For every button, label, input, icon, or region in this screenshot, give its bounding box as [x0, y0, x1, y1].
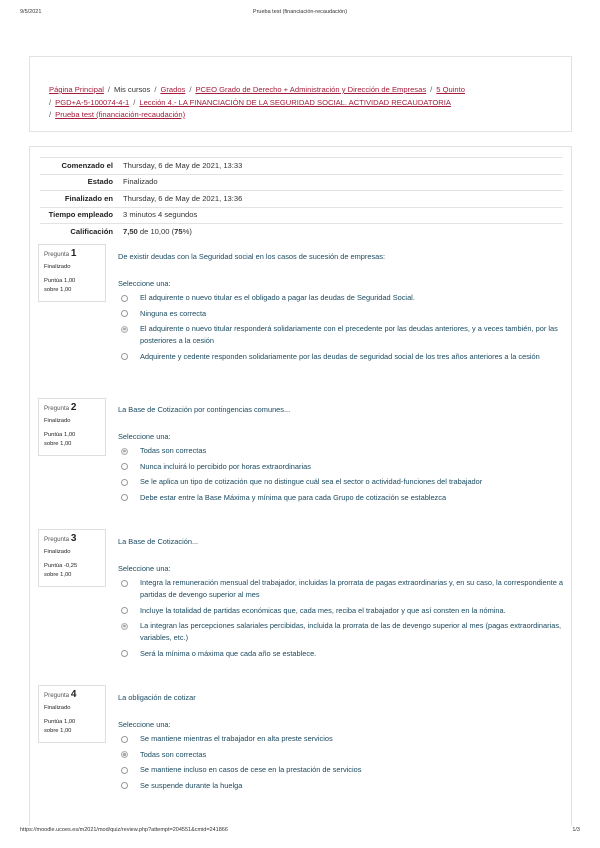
answer-option-label: Se mantiene incluso en casos de cese en la prestación de servicios — [140, 765, 362, 774]
answer-option-label: Integra la remuneración mensual del trabajador, incluidas la prorrata de pagas extraordinarias y, en su caso, la correspondiente a partidas de devengo superior al mes — [140, 578, 564, 599]
question-label: Pregunta — [44, 692, 70, 699]
question-number — [44, 402, 100, 413]
question-grade-score: Puntúa -0,25 — [44, 563, 78, 569]
question-grade-score: Puntúa 1,00 — [44, 432, 76, 438]
breadcrumb-year-link[interactable]: 5 Quinto — [436, 85, 465, 94]
answer-option — [118, 308, 566, 320]
answer-option — [118, 351, 566, 363]
breadcrumb-separator: / — [189, 85, 192, 94]
attempt-summary-table — [40, 157, 563, 240]
question-text: La Base de Cotización... — [118, 537, 199, 546]
answer-option — [118, 780, 566, 792]
answer-option — [118, 620, 566, 644]
breadcrumb-grados-link[interactable]: Grados — [160, 85, 186, 94]
radio-button[interactable] — [121, 310, 128, 317]
answer-option — [118, 764, 566, 776]
breadcrumb-course-link[interactable]: PGD+A-5-100074-4-1 — [55, 97, 130, 107]
radio-button[interactable] — [121, 736, 128, 743]
radio-button[interactable] — [121, 353, 128, 360]
question-text: La Base de Cotización por contingencias comunes... — [118, 405, 291, 414]
grade-out-of: de 10,00 ( — [139, 226, 175, 236]
question-number-value: 1 — [70, 248, 77, 259]
time-label: Tiempo empleado — [48, 210, 113, 219]
question-number — [44, 533, 100, 544]
answer-option-label: Adquirente y cedente responden solidariamente por las deudas de seguridad social de los tres años anteriores a la cesión — [140, 351, 540, 361]
breadcrumb-quiz-link[interactable]: Prueba test (financiación-recaudación) — [55, 110, 186, 119]
question-grade-max: sobre 1,00 — [44, 572, 72, 578]
answer-option — [118, 605, 566, 617]
grade-percent-close: %) — [182, 226, 192, 236]
radio-button[interactable] — [121, 463, 128, 470]
started-value: Thursday, 6 de May de 2021, 13:33 — [123, 160, 243, 170]
grade-score: 7,50 — [123, 226, 138, 236]
breadcrumb-home-link[interactable]: Página Principal — [49, 85, 104, 94]
answer-option — [118, 476, 566, 488]
breadcrumb-separator: / — [107, 85, 111, 94]
answer-option — [118, 292, 566, 304]
question-number-value: 4 — [70, 689, 77, 700]
radio-button[interactable] — [121, 580, 128, 587]
answer-option-label: Se le aplica un tipo de cotización que no distingue cuál sea el sector o actividad-funciones del trabajador — [140, 477, 483, 486]
radio-button-selected[interactable] — [121, 751, 128, 758]
radio-button[interactable] — [121, 650, 128, 657]
print-page-number: 1/3 — [572, 827, 580, 833]
breadcrumb — [29, 56, 572, 132]
answer-option-label: El adquirente o nuevo titular responderá solidariamente con el precedente por las deudas anteriores, y a veces también, por las posteriores a la cesión — [140, 324, 558, 345]
print-date: 9/5/2021 — [20, 9, 42, 15]
grade-value — [118, 224, 563, 240]
question-content-2 — [118, 404, 566, 507]
question-number — [44, 689, 100, 700]
question-info-3 — [38, 529, 106, 587]
question-state: Finalizado — [44, 264, 71, 270]
radio-button[interactable] — [121, 479, 128, 486]
question-text: La obligación de cotizar — [118, 693, 196, 702]
answer-prompt: Seleccione una: — [118, 564, 171, 573]
question-info-1 — [38, 244, 106, 302]
question-label: Pregunta — [44, 536, 70, 543]
radio-button[interactable] — [121, 607, 128, 614]
breadcrumb-row-2 — [49, 97, 571, 110]
question-grade-score: Puntúa 1,00 — [44, 278, 76, 284]
question-grade — [44, 562, 100, 580]
breadcrumb-separator: / — [49, 97, 52, 107]
question-content-1 — [118, 251, 566, 366]
breadcrumb-separator: / — [133, 97, 136, 107]
answer-prompt: Seleccione una: — [118, 279, 171, 288]
question-state: Finalizado — [44, 418, 71, 424]
question-number-value: 3 — [70, 533, 77, 544]
question-grade-score: Puntúa 1,00 — [44, 719, 76, 725]
grade-percent: 75 — [174, 226, 183, 236]
summary-row-finished — [40, 191, 563, 208]
question-grade — [44, 277, 100, 295]
answer-option-label: Ninguna es correcta — [140, 308, 207, 318]
answer-option-label: El adquirente o nuevo titular es el obligado a pagar las deudas de Seguridad Social. — [140, 293, 415, 302]
answer-option-label: Se mantiene mientras el trabajador en alta preste servicios — [140, 734, 333, 743]
question-info-4 — [38, 685, 106, 743]
radio-button[interactable] — [121, 767, 128, 774]
print-url: https://moodle.ucoes.es/m2021/mod/quiz/review.php?attempt=204551&cmid=241866 — [20, 827, 228, 833]
breadcrumb-my-courses: Mis cursos — [114, 85, 151, 94]
radio-button[interactable] — [121, 782, 128, 789]
grade-label: Calificación — [70, 226, 113, 236]
answer-option-label: Nunca incluirá lo percibido por horas extraordinarias — [140, 461, 311, 471]
time-value: 3 minutos 4 segundos — [123, 210, 198, 219]
breadcrumb-lesson-link[interactable]: Lección 4.- LA FINANCIACIÓN DE LA SEGURIDAD SOCIAL. ACTIVIDAD RECAUDATORIA — [139, 97, 451, 107]
question-state: Finalizado — [44, 549, 71, 555]
finished-label: Finalizado en — [64, 193, 113, 203]
print-title: Prueba test (financiación-recaudación) — [252, 9, 348, 15]
answer-option — [118, 733, 566, 745]
summary-row-state — [40, 174, 563, 191]
breadcrumb-separator: / — [49, 110, 52, 119]
question-label: Pregunta — [44, 405, 70, 412]
question-grade-max: sobre 1,00 — [44, 287, 72, 293]
answer-option — [118, 445, 566, 457]
answer-option-label: La integran las percepciones salariales percibidas, incluida la prorrata de las de devengo superior al mes (pagas extraordinarias, variables, etc.) — [140, 621, 562, 642]
answer-option — [118, 577, 566, 601]
answer-option — [118, 461, 566, 473]
answer-option-label: Incluye la totalidad de partidas económicas que, cada mes, reciba el trabajador y que así consten en la nómina. — [140, 605, 506, 615]
question-grade — [44, 431, 100, 449]
radio-button[interactable] — [121, 295, 128, 302]
print-header — [20, 9, 580, 19]
answer-option — [118, 648, 566, 660]
breadcrumb-row-3 — [49, 109, 571, 122]
question-grade-max: sobre 1,00 — [44, 728, 72, 734]
answer-option — [118, 492, 566, 504]
question-text: De existir deudas con la Seguridad social en los casos de sucesión de empresas: — [118, 252, 386, 261]
breadcrumb-separator: / — [154, 85, 157, 94]
state-value: Finalizado — [123, 177, 158, 186]
breadcrumb-degree-link[interactable]: PCEO Grado de Derecho + Administración y Dirección de Empresas — [195, 85, 427, 94]
question-number — [44, 248, 100, 259]
answer-option-label: Todas son correctas — [140, 749, 207, 759]
question-label: Pregunta — [44, 251, 70, 258]
question-number-value: 2 — [70, 402, 77, 413]
question-content-3 — [118, 536, 566, 663]
state-label: Estado — [87, 177, 113, 186]
question-grade-max: sobre 1,00 — [44, 441, 72, 447]
question-content-4 — [118, 692, 566, 795]
radio-button-selected[interactable] — [121, 448, 128, 455]
summary-row-grade — [40, 224, 563, 240]
answer-option-label: Todas son correctas — [140, 446, 207, 455]
print-footer — [20, 827, 580, 837]
question-info-2 — [38, 398, 106, 456]
finished-value: Thursday, 6 de May de 2021, 13:36 — [123, 193, 243, 203]
started-label: Comenzado el — [61, 160, 113, 170]
radio-button-selected[interactable] — [121, 326, 128, 333]
answer-option — [118, 323, 566, 347]
answer-option-label: Debe estar entre la Base Máxima y mínima que para cada Grupo de cotización se establezca — [140, 492, 447, 502]
answer-option-label: Será la mínima o máxima que cada año se establece. — [140, 648, 317, 658]
question-state: Finalizado — [44, 705, 71, 711]
answer-option-label: Se suspende durante la huelga — [140, 780, 243, 790]
summary-row-time — [40, 207, 563, 224]
breadcrumb-separator: / — [430, 85, 433, 94]
breadcrumb-row-1 — [49, 84, 571, 97]
answer-option — [118, 749, 566, 761]
answer-prompt: Seleccione una: — [118, 432, 171, 441]
radio-button-selected[interactable] — [121, 623, 128, 630]
radio-button[interactable] — [121, 494, 128, 501]
answer-prompt: Seleccione una: — [118, 720, 171, 729]
summary-row-started — [40, 158, 563, 175]
question-grade — [44, 718, 100, 736]
